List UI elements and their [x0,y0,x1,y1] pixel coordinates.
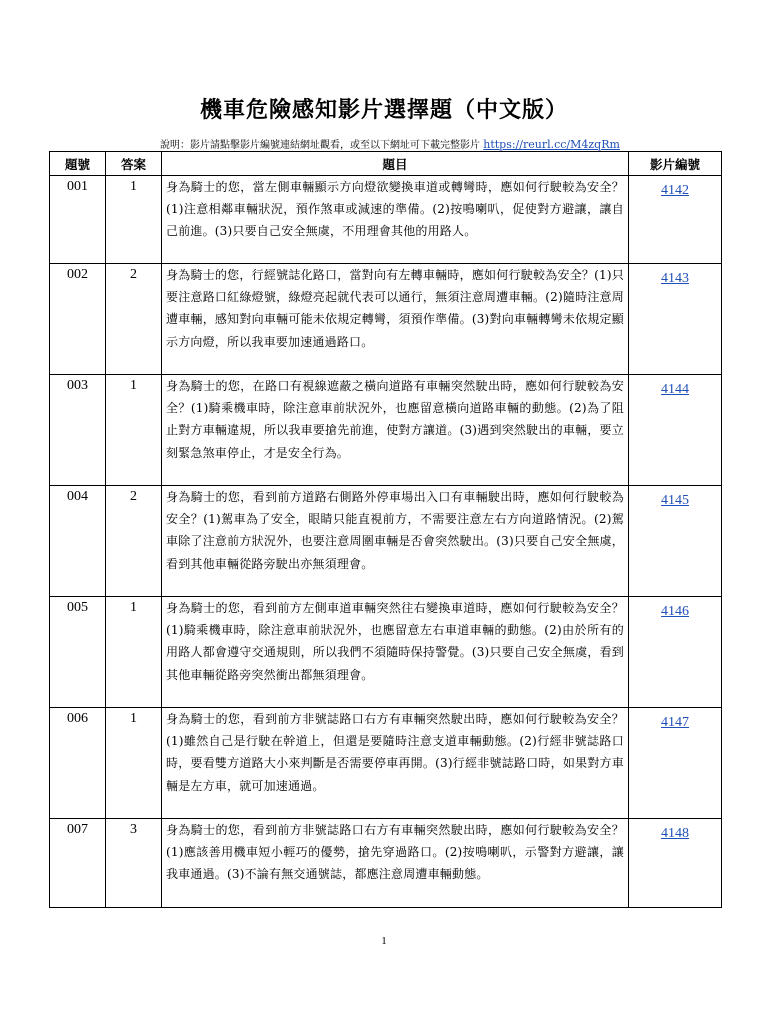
answer-cell: 1 [106,375,162,486]
video-link[interactable]: 4146 [661,604,689,619]
table-row [50,176,722,264]
question-number: 002 [50,264,106,375]
question-text: 身為騎士的您，當左側車輛顯示方向燈欲變換車道或轉彎時，應如何行駛較為安全？(1)注意相鄰車輛狀況，預作煞車或減速的準備。(2)按鳴喇叭，促使對方避讓，讓自己前進。(3)只要自己安全無虞，不用理會其他的用路人。 [162,176,629,264]
video-link[interactable]: 4142 [661,183,689,198]
answer-cell: 1 [106,597,162,708]
answer-cell: 1 [106,176,162,264]
table-row [50,264,722,375]
header-video: 影片編號 [629,152,722,176]
video-link[interactable]: 4147 [661,715,689,730]
question-text: 身為騎士的您，看到前方非號誌路口右方有車輛突然駛出時，應如何行駛較為安全？(1)雖然自己是行駛在幹道上，但還是要隨時注意支道車輛動態。(2)行經非號誌路口時，要看雙方道路大小來判斷是否需要停車再開。(3)行經非號誌路口時，如果對方車輛是左方車，就可加速通過。 [162,708,629,819]
download-link[interactable]: https://reurl.cc/M4zqRm [483,138,620,151]
table-row [50,819,722,908]
answer-cell: 2 [106,486,162,597]
question-table [49,151,722,908]
table-row [50,708,722,819]
page-title: 機車危險感知影片選擇題（中文版） [199,97,568,123]
header-number: 題號 [50,152,106,176]
question-number: 006 [50,708,106,819]
video-link[interactable]: 4145 [661,493,689,508]
page-number: 1 [381,935,387,947]
video-cell [629,264,722,375]
header-answer: 答案 [106,152,162,176]
table-row [50,375,722,486]
question-text: 身為騎士的您，在路口有視線遮蔽之橫向道路有車輛突然駛出時，應如何行駛較為安全？(1)騎乘機車時，除注意車前狀況外，也應留意橫向道路車輛的動態。(2)為了阻止對方車輛違規，所以我車要搶先前進，使對方讓道。(3)遇到突然駛出的車輛，要立刻緊急煞車停止，才是安全行為。 [162,375,629,486]
question-text: 身為騎士的您，行經號誌化路口，當對向有左轉車輛時，應如何行駛較為安全？(1)只要注意路口紅綠燈號，綠燈亮起就代表可以通行，無須注意周遭車輛。(2)隨時注意周遭車輛，感知對向車輛可能未依規定轉彎，須預作準備。(3)對向車輛轉彎未依規定顯示方向燈，所以我車要加速通過路口。 [162,264,629,375]
question-number: 003 [50,375,106,486]
table-header-row [50,152,722,176]
video-cell [629,819,722,908]
video-cell [629,708,722,819]
video-cell [629,486,722,597]
question-number: 004 [50,486,106,597]
table-row [50,486,722,597]
question-text: 身為騎士的您，看到前方道路右側路外停車場出入口有車輛駛出時，應如何行駛較為安全？(1)駕車為了安全，眼睛只能直視前方，不需要注意左右方向道路情況。(2)駕車除了注意前方狀況外，也要注意周圍車輛是否會突然駛出。(3)只要自己安全無虞，看到其他車輛從路旁駛出亦無須理會。 [162,486,629,597]
answer-cell: 2 [106,264,162,375]
question-number: 007 [50,819,106,908]
instructions-text: 說明：影片請點擊影片編號連結網址觀看，或至以下網址可下載完整影片 [160,140,484,151]
header-question: 題目 [162,152,629,176]
question-text: 身為騎士的您，看到前方左側車道車輛突然往右變換車道時，應如何行駛較為安全？(1)騎乘機車時，除注意車前狀況外，也應留意左右車道車輛的動態。(2)由於所有的用路人都會遵守交通規則，所以我們不須隨時保持警覺。(3)只要自己安全無虞，看到其他車輛從路旁突然衝出都無須理會。 [162,597,629,708]
video-link[interactable]: 4144 [661,382,689,397]
video-cell [629,176,722,264]
answer-cell: 3 [106,819,162,908]
video-link[interactable]: 4148 [661,826,689,841]
answer-cell: 1 [106,708,162,819]
question-number: 005 [50,597,106,708]
question-text: 身為騎士的您，看到前方非號誌路口右方有車輛突然駛出時，應如何行駛較為安全？(1)應該善用機車短小輕巧的優勢，搶先穿過路口。(2)按鳴喇叭，示警對方避讓，讓我車通過。(3)不論有無交通號誌，都應注意周遭車輛動態。 [162,819,629,908]
video-link[interactable]: 4143 [661,271,689,286]
instructions-note [60,136,720,151]
table-row [50,597,722,708]
video-cell [629,597,722,708]
question-number: 001 [50,176,106,264]
video-cell [629,375,722,486]
